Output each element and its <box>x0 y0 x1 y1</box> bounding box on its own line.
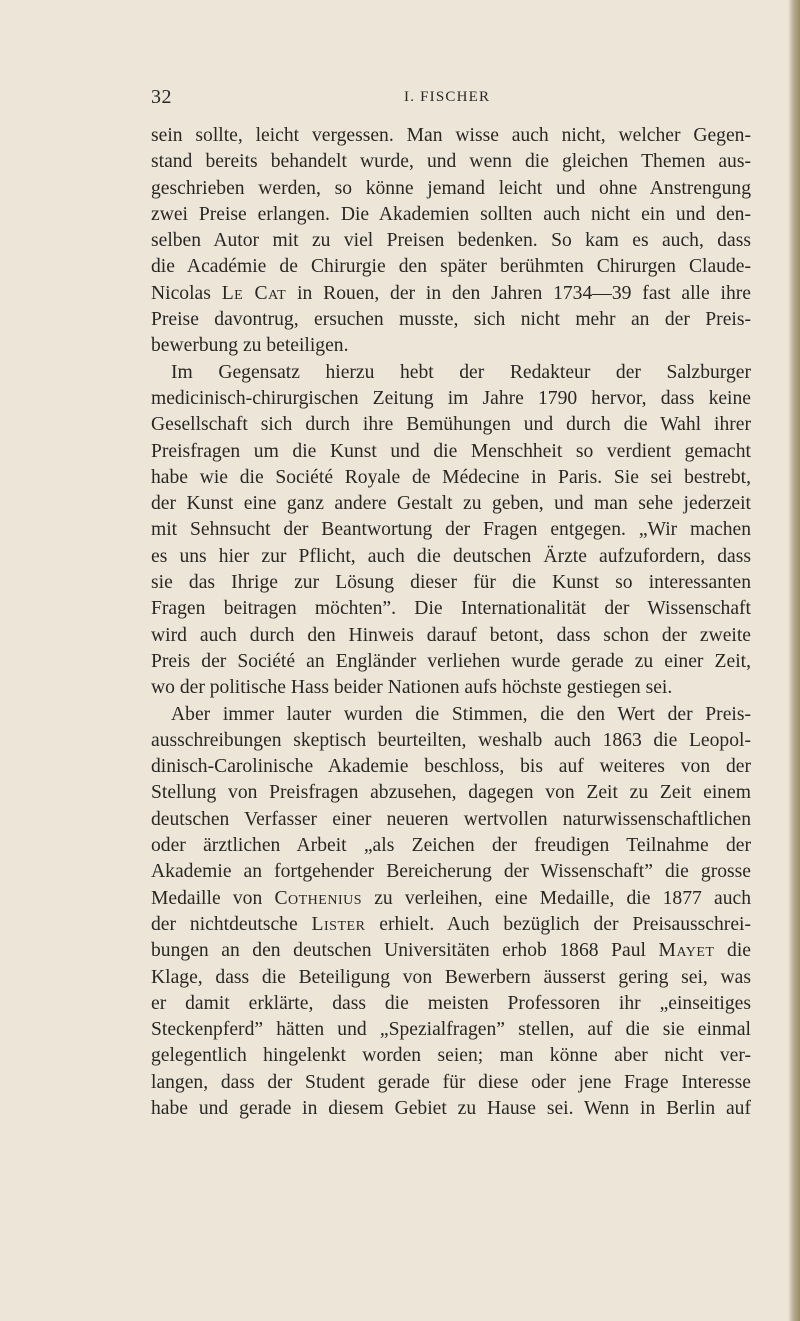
running-head: I. FISCHER <box>404 89 491 105</box>
text-line: wird auch durch den Hinweis darauf betont, dass schon der zweite <box>151 624 751 646</box>
text-line: selben Autor mit zu viel Preisen bedenken. So kam es auch, dass <box>151 230 751 252</box>
text-line: stand bereits behandelt wurde, und wenn die gleichen Themen aus- <box>151 151 751 173</box>
text-line: ausschreibungen skeptisch beurteilten, weshalb auch 1863 die Leopol- <box>151 729 751 751</box>
page-edge-shadow <box>788 0 800 1321</box>
text-line: sie das Ihrige zur Lösung dieser für die Kunst so interessanten <box>151 572 751 594</box>
text-line <box>151 912 751 938</box>
text-line: langen, dass der Student gerade für diese oder jene Frage Interesse <box>151 1071 751 1093</box>
small-caps-name: Lister <box>311 913 366 935</box>
text-line: bewerbung zu beteiligen. <box>151 335 349 357</box>
line-text-after: zu verleihen, eine Medaille, die 1877 auch <box>362 887 751 909</box>
text-line: er damit erklärte, dass die meisten Professoren ihr „einseitiges <box>151 992 751 1014</box>
text-line: Akademie an fortgehender Bereicherung der Wissenschaft” die grosse <box>151 861 751 883</box>
text-line: habe und gerade in diesem Gebiet zu Hause sei. Wenn in Berlin auf <box>151 1097 751 1119</box>
page-header <box>151 86 751 112</box>
line-text-before: bungen an den deutschen Universitäten erhob 1868 Paul <box>151 940 659 962</box>
small-caps-name: Le Cat <box>221 282 287 304</box>
small-caps-name: Mayet <box>658 940 715 962</box>
text-line: Preisfragen um die Kunst und die Menschheit so verdient gemacht <box>151 440 751 462</box>
text-line: geschrieben werden, so könne jemand leicht und ohne Anstrengung <box>151 177 751 199</box>
text-line <box>151 938 751 964</box>
line-text-after: erhielt. Auch bezüglich der Preisausschrei- <box>365 913 751 935</box>
text-line: zwei Preise erlangen. Die Akademien sollten auch nicht ein und den- <box>151 203 751 225</box>
line-text-before: der nichtdeutsche <box>151 913 312 935</box>
text-line: oder ärztlichen Arbeit „als Zeichen der freudigen Teilnahme der <box>151 835 751 857</box>
text-line: Preise davontrug, ersuchen musste, sich nicht mehr an der Preis- <box>151 309 751 331</box>
text-line: gelegentlich hingelenkt worden seien; man könne aber nicht ver- <box>151 1045 751 1067</box>
line-text-before: Medaille von <box>151 887 275 909</box>
text-line: wo der politische Hass beider Nationen aufs höchste gestiegen sei. <box>151 677 673 699</box>
text-line: Im Gegensatz hierzu hebt der Redakteur der Salzburger <box>171 361 751 383</box>
line-text-after: die <box>714 940 751 962</box>
line-text-after: in Rouen, der in den Jahren 1734—39 fast alle ihre <box>286 282 751 304</box>
text-line: Gesellschaft sich durch ihre Bemühungen und durch die Wahl ihrer <box>151 414 751 436</box>
text-line: Preis der Société an Engländer verliehen wurde gerade zu einer Zeit, <box>151 650 751 672</box>
text-line: habe wie die Société Royale de Médecine in Paris. Sie sei bestrebt, <box>151 466 751 488</box>
line-text-before: Nicolas <box>151 282 222 304</box>
text-line: deutschen Verfasser einer neueren wertvollen naturwissenschaftlichen <box>151 808 751 830</box>
body-text <box>151 123 751 1122</box>
text-line: Fragen beitragen möchten”. Die Internationalität der Wissenschaft <box>151 598 751 620</box>
small-caps-name: Cothenius <box>274 887 363 909</box>
text-line: mit Sehnsucht der Beantwortung der Fragen entgegen. „Wir machen <box>151 519 751 541</box>
text-line: dinisch-Carolinische Akademie beschloss, bis auf weiteres von der <box>151 756 751 778</box>
text-line: Stellung von Preisfragen abzusehen, dagegen von Zeit zu Zeit einem <box>151 782 751 804</box>
text-line <box>151 281 751 307</box>
text-line: Klage, dass die Beteiligung von Bewerbern äusserst gering sei, was <box>151 966 751 988</box>
text-line: Aber immer lauter wurden die Stimmen, die den Wert der Preis- <box>171 703 751 725</box>
text-line: medicinisch-chirurgischen Zeitung im Jahre 1790 hervor, dass keine <box>151 387 751 409</box>
text-line: sein sollte, leicht vergessen. Man wisse auch nicht, welcher Gegen- <box>151 125 751 146</box>
text-line: Steckenpferd” hätten und „Spezialfragen” stellen, auf die sie einmal <box>151 1019 751 1041</box>
page-number: 32 <box>151 86 172 108</box>
text-line: der Kunst eine ganz andere Gestalt zu geben, und man sehe jederzeit <box>151 493 751 515</box>
text-line: es uns hier zur Pflicht, auch die deutschen Ärzte aufzufordern, dass <box>151 545 751 567</box>
text-line <box>151 886 751 912</box>
text-line: die Académie de Chirurgie den später berühmten Chirurgen Claude- <box>151 256 751 278</box>
